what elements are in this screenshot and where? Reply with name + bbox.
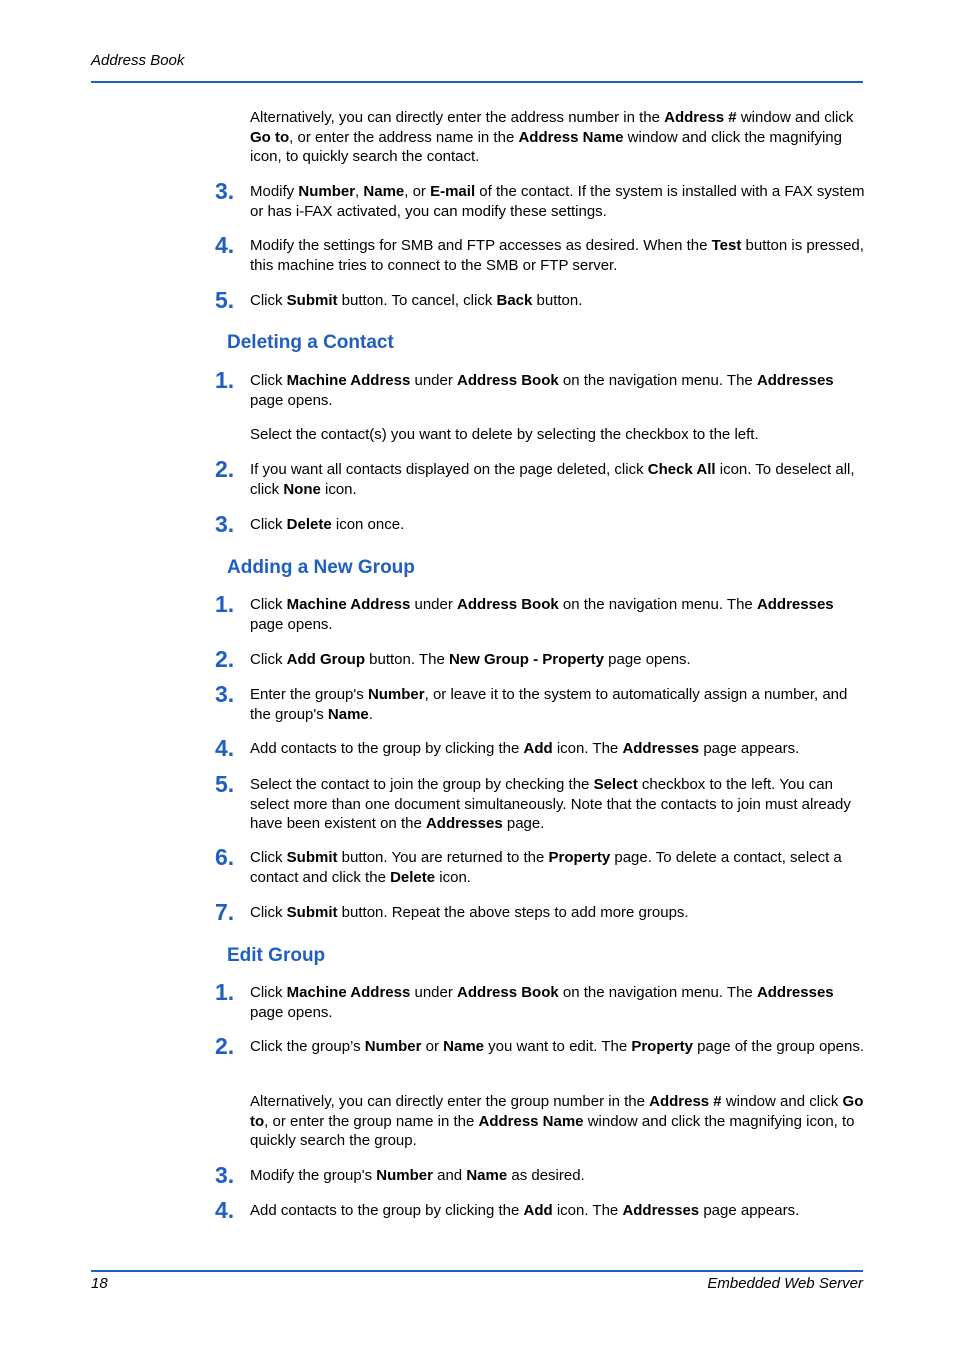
text-run: under: [410, 984, 458, 1001]
step-number: 4.: [215, 735, 235, 761]
text-run: page opens.: [250, 615, 333, 633]
step-text: [250, 739, 865, 759]
bold-term: Add: [523, 740, 553, 757]
text-run: Click: [250, 651, 287, 668]
step-number: 4.: [215, 1197, 235, 1223]
text-run: page opens.: [250, 391, 333, 409]
step-text: [250, 903, 865, 923]
bold-term: New Group - Property: [448, 651, 604, 668]
bold-term: Machine Address: [286, 372, 411, 389]
text-run: icon. The: [552, 740, 623, 757]
alt-paragraph: [250, 108, 865, 167]
bold-term: Number: [367, 686, 425, 703]
text-run: checkbox to the left. You can select more than one document simultaneously. Note that the contacts to join must already have been existent on the: [250, 776, 851, 832]
text-run: icon. To deselect all, click: [250, 461, 855, 498]
bold-term: Number: [364, 1038, 422, 1055]
step-number: 3.: [215, 511, 235, 537]
step-text: [250, 291, 865, 311]
step-number: 7.: [215, 899, 235, 925]
text-run: Click: [250, 372, 287, 389]
bold-term: Back: [496, 292, 533, 309]
bold-term: Addresses: [622, 1202, 700, 1219]
bold-term: Check All: [647, 461, 716, 478]
bold-term: E-mail: [430, 183, 476, 200]
step-text: [250, 650, 865, 670]
bold-term: Addresses: [756, 596, 834, 613]
text-run: Alternatively, you can directly enter the group number in the: [250, 1093, 650, 1110]
text-run: , or enter the group name in the: [264, 1112, 479, 1130]
text-run: Click the group’s: [250, 1038, 365, 1055]
step-text: [250, 595, 865, 634]
text-run: page of the group opens.: [693, 1038, 864, 1055]
step-number: 4.: [215, 232, 235, 258]
step-number: 2.: [215, 1033, 235, 1059]
text-run: .: [368, 705, 373, 723]
step-number: 3.: [215, 178, 235, 204]
text-run: Alternatively, you can directly enter the address number in the: [250, 109, 665, 126]
text-run: , or leave it to the system to automatically assign a number, and the group's: [250, 686, 848, 723]
step-number: 6.: [215, 844, 235, 870]
bold-term: Property: [631, 1038, 694, 1055]
bold-term: Submit: [286, 849, 338, 866]
bold-term: Addresses: [756, 984, 834, 1001]
bold-term: Name: [443, 1038, 485, 1055]
text-run: Modify: [250, 183, 299, 200]
bold-term: Delete: [390, 868, 436, 886]
step-text: [250, 775, 865, 834]
bold-term: Address Book: [457, 596, 559, 613]
bold-term: Go to: [250, 1093, 864, 1130]
text-run: button is pressed, this machine tries to connect to the SMB or FTP server.: [250, 237, 864, 274]
section-heading-deleting: Deleting a Contact: [227, 332, 394, 353]
step-number: 2.: [215, 646, 235, 672]
bold-term: Submit: [286, 904, 338, 921]
text-run: of the contact. If the system is installed with a FAX system or has i-FAX activated, you can modify these settings.: [250, 183, 865, 220]
step-number: 3.: [215, 681, 235, 707]
text-run: on the navigation menu. The: [558, 372, 757, 389]
text-run: Add contacts to the group by clicking the: [250, 740, 524, 757]
text-run: window and click the magnifying icon, to quickly search the contact.: [250, 128, 842, 165]
step-number: 3.: [215, 1162, 235, 1188]
text-run: If you want all contacts displayed on the page deleted, click: [250, 461, 648, 478]
header-rule: [91, 81, 863, 83]
text-run: Click: [250, 984, 287, 1001]
text-run: window and click: [721, 1093, 843, 1110]
text-run: Click: [250, 596, 287, 613]
text-run: icon.: [435, 868, 471, 886]
bold-term: Add: [523, 1202, 553, 1219]
bold-term: Name: [327, 705, 369, 723]
text-run: under: [410, 372, 458, 389]
text-run: page. To delete a contact, select a contact and click the: [250, 849, 842, 886]
step-number: 2.: [215, 456, 235, 482]
bold-term: Add Group: [286, 651, 365, 668]
step-text: [250, 425, 865, 445]
step-number: 1.: [215, 591, 235, 617]
bold-term: Submit: [286, 292, 338, 309]
text-run: Click: [250, 292, 287, 309]
text-run: Click: [250, 849, 287, 866]
step-text: [250, 182, 865, 221]
text-run: Select the contact to join the group by checking the: [250, 776, 594, 793]
text-run: Select the contact(s) you want to delete by selecting the checkbox to the left.: [250, 426, 759, 443]
text-run: window and click the magnifying icon, to quickly search the group.: [250, 1112, 855, 1149]
bold-term: Name: [466, 1167, 508, 1184]
bold-term: Address #: [649, 1093, 722, 1110]
text-run: icon. The: [552, 1202, 623, 1219]
bold-term: Select: [593, 776, 638, 793]
text-run: button. The: [365, 651, 449, 668]
step-text: [250, 1092, 865, 1151]
bold-term: Address Name: [478, 1112, 584, 1130]
bold-term: Addresses: [756, 372, 834, 389]
text-run: Click: [250, 516, 287, 533]
text-run: Click: [250, 904, 287, 921]
section-heading-adding: Adding a New Group: [227, 557, 415, 578]
text-run: page opens.: [603, 651, 691, 668]
text-run: , or enter the address name in the: [289, 128, 519, 146]
bold-term: Address Book: [457, 984, 559, 1001]
page-number: 18: [91, 1275, 108, 1292]
text-run: on the navigation menu. The: [558, 596, 757, 613]
bold-term: Property: [548, 849, 611, 866]
text-run: button. You are returned to the: [337, 849, 549, 866]
bold-term: Addresses: [425, 815, 503, 832]
step-number: 1.: [215, 979, 235, 1005]
text-run: , or: [404, 183, 431, 200]
step-number: 5.: [215, 771, 235, 797]
text-run: and: [432, 1167, 467, 1184]
text-run: window and click: [736, 109, 854, 126]
step-text: [250, 460, 865, 499]
text-run: or: [421, 1038, 444, 1055]
step-text: [250, 1037, 865, 1057]
bold-term: Go to: [250, 128, 290, 146]
step-text: [250, 1201, 865, 1221]
step-text: [250, 371, 865, 410]
text-run: ,: [355, 183, 364, 200]
text-run: Enter the group's: [250, 686, 368, 703]
step-text: [250, 848, 865, 887]
bold-term: Number: [376, 1167, 433, 1184]
text-run: button. To cancel, click: [337, 292, 497, 309]
text-run: page appears.: [699, 1202, 800, 1219]
text-run: button. Repeat the above steps to add more groups.: [337, 904, 689, 921]
bold-term: Machine Address: [286, 984, 411, 1001]
text-run: page.: [502, 815, 545, 832]
step-text: [250, 236, 865, 275]
text-run: icon once.: [331, 516, 405, 533]
text-run: you want to edit. The: [484, 1038, 632, 1055]
bold-term: Address Name: [518, 128, 624, 146]
section-heading-edit: Edit Group: [227, 945, 326, 966]
text-run: page appears.: [699, 740, 800, 757]
text-run: page opens.: [250, 1003, 333, 1021]
text-run: Add contacts to the group by clicking the: [250, 1202, 524, 1219]
footer-title: Embedded Web Server: [707, 1275, 863, 1292]
bold-term: Addresses: [622, 740, 700, 757]
text-run: as desired.: [507, 1167, 585, 1184]
text-run: Modify the group's: [250, 1167, 377, 1184]
text-run: under: [410, 596, 458, 613]
footer-rule: [91, 1270, 863, 1272]
step-number: 1.: [215, 367, 235, 393]
running-header: Address Book: [91, 52, 185, 69]
text-run: icon.: [320, 480, 357, 498]
text-run: button.: [532, 292, 583, 309]
step-text: [250, 1166, 865, 1186]
bold-term: Address Book: [457, 372, 559, 389]
text-run: Modify the settings for SMB and FTP accesses as desired. When the: [250, 237, 712, 254]
bold-term: Test: [711, 237, 742, 254]
bold-term: Number: [298, 183, 356, 200]
bold-term: Name: [363, 183, 405, 200]
bold-term: Machine Address: [286, 596, 411, 613]
step-number: 5.: [215, 287, 235, 313]
text-run: on the navigation menu. The: [558, 984, 757, 1001]
bold-term: Delete: [286, 516, 332, 533]
bold-term: Address #: [664, 109, 737, 126]
bold-term: None: [283, 480, 321, 498]
step-text: [250, 515, 865, 535]
step-text: [250, 983, 865, 1022]
step-text: [250, 685, 865, 724]
